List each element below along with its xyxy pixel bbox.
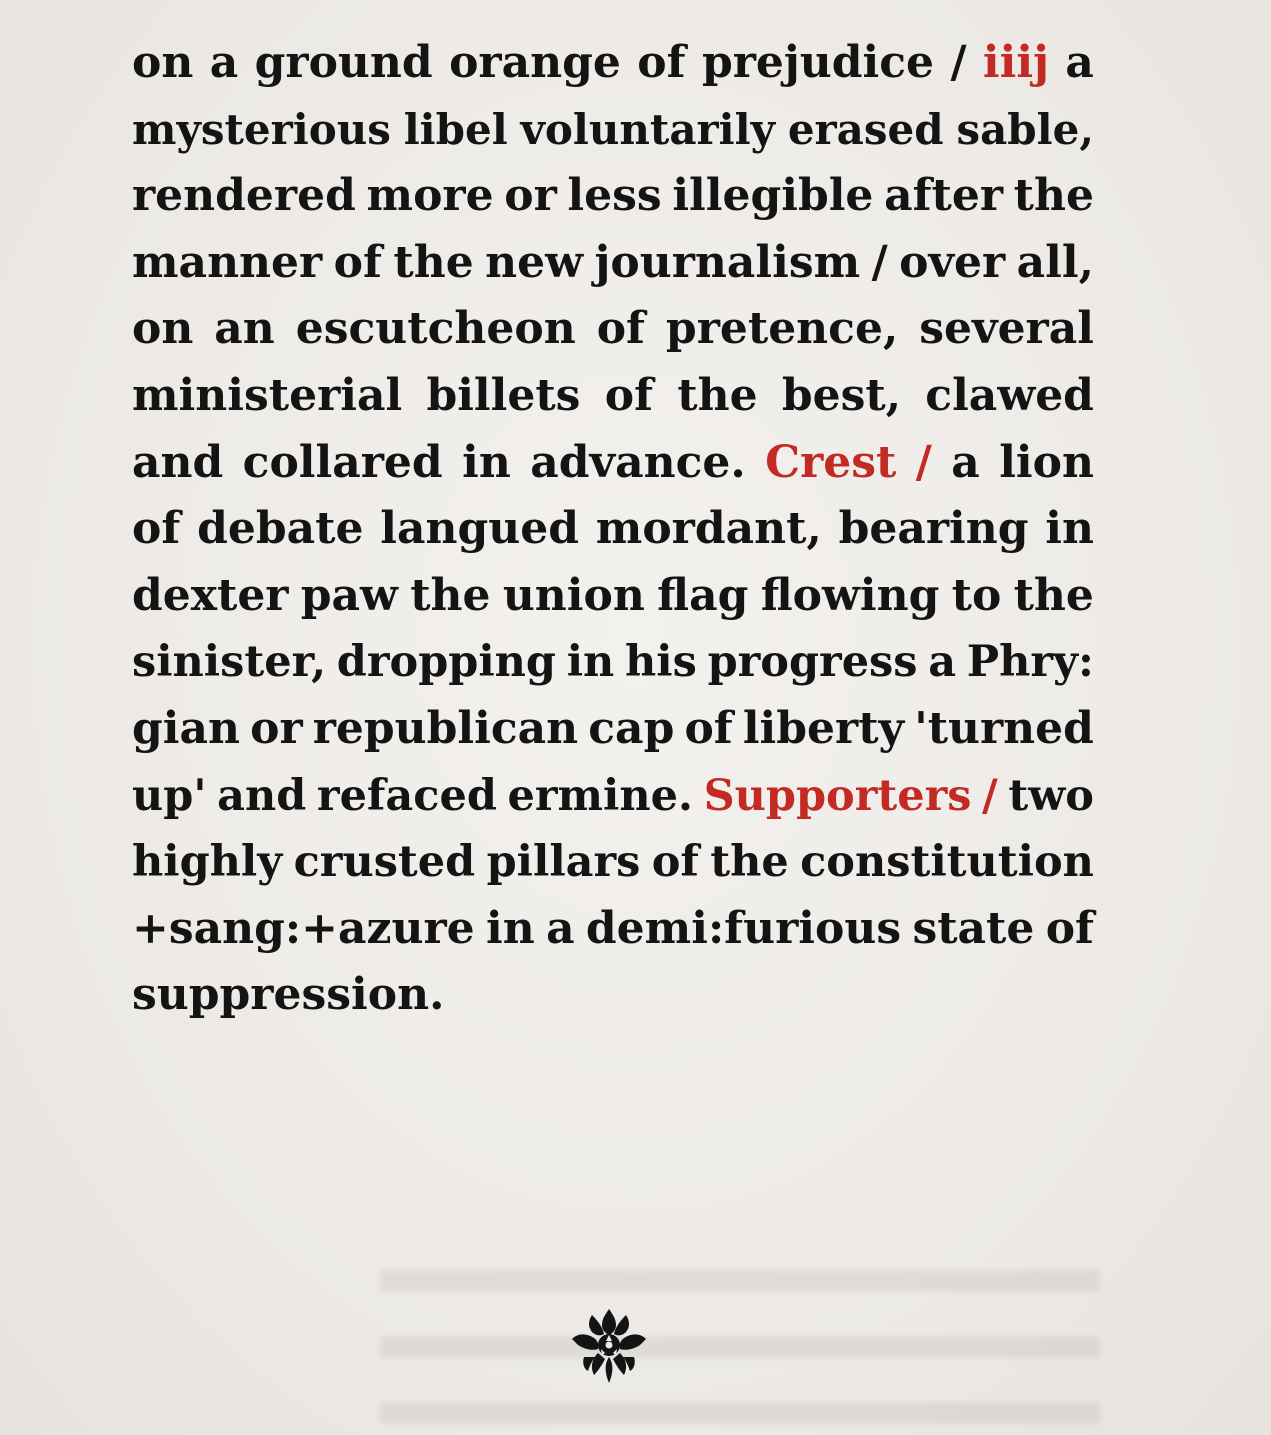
text-line bbox=[132, 696, 1094, 763]
word: bearing bbox=[838, 503, 1029, 555]
word: several bbox=[919, 303, 1094, 355]
word: dropping bbox=[336, 637, 556, 688]
show-through-text bbox=[380, 1250, 1100, 1430]
word: state bbox=[912, 902, 1035, 954]
word: demi:furious bbox=[585, 902, 902, 954]
word: all, bbox=[1016, 236, 1094, 288]
word: manner bbox=[132, 236, 323, 288]
word: of bbox=[651, 837, 699, 888]
rubric-word: iiij bbox=[982, 37, 1049, 88]
text-line bbox=[132, 230, 1094, 297]
word: advance. bbox=[530, 436, 746, 488]
word: a bbox=[1065, 37, 1094, 88]
word: suppression. bbox=[132, 969, 445, 1021]
word: mordant, bbox=[595, 503, 822, 555]
word: pillars bbox=[486, 837, 641, 888]
word: a bbox=[951, 436, 980, 488]
word: to bbox=[951, 569, 1002, 621]
rubric-word: Crest bbox=[765, 436, 897, 488]
word: billets bbox=[426, 369, 581, 421]
word: gian bbox=[132, 702, 240, 754]
word: flowing bbox=[760, 569, 940, 621]
word: journalism bbox=[594, 236, 861, 288]
word: his bbox=[625, 637, 697, 688]
word: after bbox=[884, 170, 1003, 222]
text-line bbox=[132, 829, 1094, 896]
word: illegible bbox=[672, 170, 874, 222]
rubric-word: / bbox=[982, 770, 998, 821]
text-line bbox=[132, 496, 1094, 563]
word: paw bbox=[300, 569, 398, 621]
word: erased bbox=[787, 104, 944, 154]
word: union bbox=[502, 569, 645, 621]
word: Phry: bbox=[966, 637, 1094, 688]
word: of bbox=[684, 702, 733, 754]
word: liberty bbox=[742, 702, 905, 754]
word: sable, bbox=[956, 104, 1094, 154]
word: clawed bbox=[925, 369, 1094, 421]
word: the bbox=[710, 837, 789, 888]
word: crusted bbox=[293, 837, 476, 888]
word: and bbox=[217, 770, 307, 821]
word: or bbox=[250, 702, 303, 754]
word: lion bbox=[999, 436, 1094, 488]
word: collared bbox=[242, 436, 443, 488]
word: a bbox=[209, 37, 239, 88]
word: on bbox=[132, 303, 194, 355]
text-line bbox=[132, 763, 1094, 830]
word: more bbox=[366, 170, 494, 222]
word: of bbox=[604, 369, 653, 421]
word: rendered bbox=[132, 170, 356, 222]
word: libel bbox=[403, 104, 508, 154]
word: or bbox=[504, 170, 557, 222]
text-line bbox=[132, 896, 1094, 963]
word: 'turned bbox=[914, 702, 1094, 754]
word: +sang:+azure bbox=[132, 902, 475, 954]
word: ground bbox=[254, 37, 433, 88]
word: refaced bbox=[316, 770, 497, 821]
word: flag bbox=[657, 569, 749, 621]
word: ministerial bbox=[132, 369, 403, 421]
word: langued bbox=[380, 503, 579, 555]
word: of bbox=[132, 503, 181, 555]
word: the bbox=[410, 569, 491, 621]
word: in bbox=[1045, 503, 1094, 555]
word: of bbox=[1045, 902, 1094, 954]
word: on bbox=[132, 37, 194, 88]
word: highly bbox=[132, 837, 283, 888]
word: over bbox=[899, 236, 1006, 288]
word: up' bbox=[132, 770, 207, 821]
word: in bbox=[566, 637, 615, 688]
word: of bbox=[596, 303, 645, 355]
word: two bbox=[1008, 770, 1094, 821]
fleuron-icon bbox=[568, 1305, 650, 1387]
text-line bbox=[132, 97, 1094, 164]
word: of bbox=[333, 236, 382, 288]
rubric-word: Supporters bbox=[703, 770, 972, 821]
text-line bbox=[132, 30, 1094, 97]
word: less bbox=[567, 170, 662, 222]
text-line bbox=[132, 296, 1094, 363]
text-line bbox=[132, 430, 1094, 497]
text-block bbox=[132, 30, 1094, 1029]
text-line bbox=[132, 629, 1094, 696]
rubric-word: / bbox=[915, 436, 932, 488]
word: a bbox=[928, 637, 957, 688]
word: the bbox=[677, 369, 758, 421]
word: dexter bbox=[132, 569, 289, 621]
word: prejudice bbox=[701, 37, 935, 88]
word: ermine. bbox=[507, 770, 693, 821]
word: pretence, bbox=[665, 303, 899, 355]
word: and bbox=[132, 436, 224, 488]
text-line bbox=[132, 563, 1094, 630]
text-line bbox=[132, 363, 1094, 430]
word: an bbox=[214, 303, 275, 355]
word: the bbox=[1013, 569, 1094, 621]
word: the bbox=[1013, 170, 1094, 222]
word: best, bbox=[781, 369, 902, 421]
word: sinister, bbox=[132, 637, 327, 688]
word: constitution bbox=[800, 837, 1094, 888]
word: new bbox=[485, 236, 584, 288]
word: in bbox=[462, 436, 511, 488]
word: debate bbox=[197, 503, 364, 555]
word: a bbox=[546, 902, 575, 954]
word: / bbox=[871, 236, 888, 288]
word: cap bbox=[588, 702, 675, 754]
word: voluntarily bbox=[520, 104, 775, 154]
word: mysterious bbox=[132, 104, 391, 154]
word: escutcheon bbox=[295, 303, 576, 355]
word: the bbox=[393, 236, 474, 288]
word: / bbox=[950, 37, 967, 88]
word: of bbox=[637, 37, 686, 88]
text-line bbox=[132, 962, 1094, 1029]
word: orange bbox=[449, 37, 621, 88]
word: in bbox=[486, 902, 535, 954]
text-line bbox=[132, 163, 1094, 230]
word: republican bbox=[312, 702, 579, 754]
word: progress bbox=[707, 637, 918, 688]
